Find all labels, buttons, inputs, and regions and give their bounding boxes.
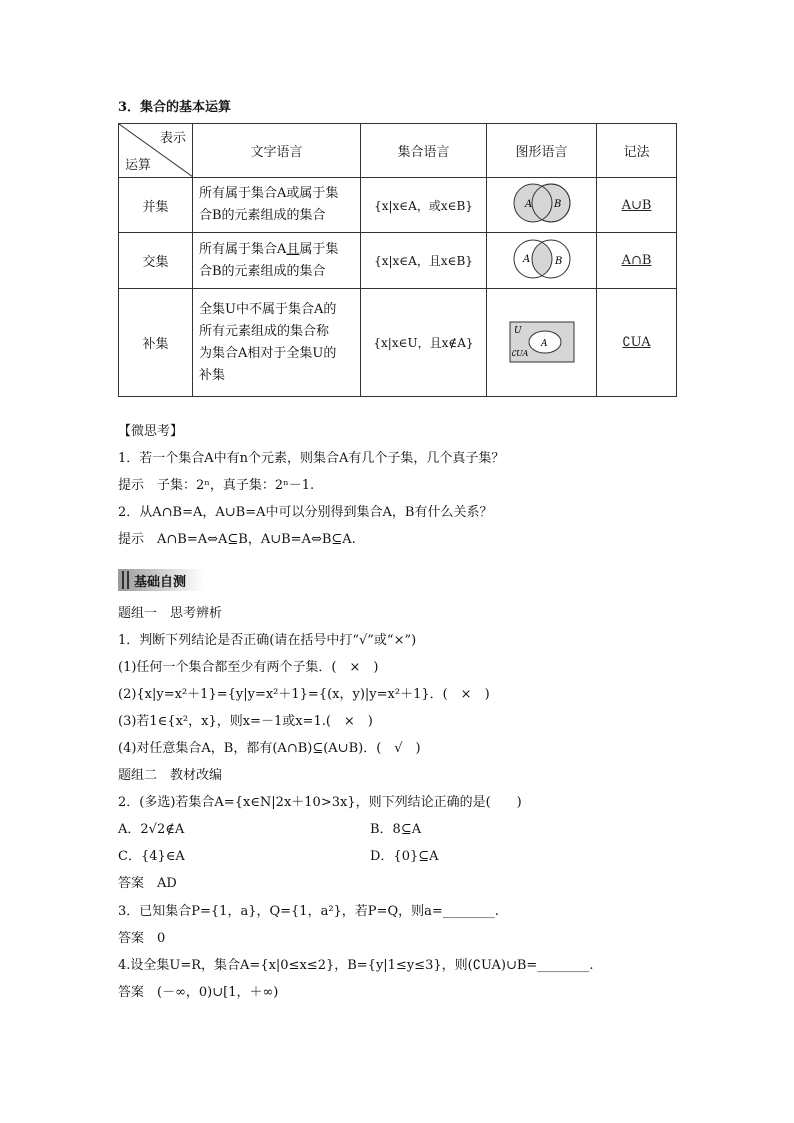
text-line: 全集U中不属于集合A的 (199, 301, 337, 317)
group1-item-3: (3)若1∈{x²，x}，则x=－1或x=1.( × ) (118, 714, 373, 729)
table-row-intersection (119, 233, 677, 289)
group1-item-1: (1)任何一个集合都至少有两个子集．( × ) (118, 660, 379, 675)
table-row-union (119, 178, 677, 233)
header-set-language: 集合语言 (361, 124, 487, 178)
venn-complement-cell (487, 289, 597, 397)
text-emphasis: 且 (286, 241, 300, 257)
text-language-cell (193, 233, 361, 289)
badge-bar (122, 571, 124, 589)
set-operations-table (118, 123, 677, 397)
micro-think-title: 【微思考】 (118, 424, 184, 439)
set-language-cell: {x|x∈A，或x∈B} (361, 178, 487, 233)
set-language-cell: {x|x∈A，且x∈B} (361, 233, 487, 289)
option-a: A．2√2∉A (118, 822, 185, 837)
section-badge (118, 569, 204, 591)
text-language-cell (193, 178, 361, 233)
venn-label-a: A (540, 338, 547, 349)
notation-cell (597, 233, 677, 289)
question-4: 4.设全集U=R，集合A={x|0≤x≤2}，B={y|1≤y≤3}，则(∁UA)∪B=________. (118, 958, 594, 973)
question-3: 3．已知集合P={1，a}，Q={1，a²}，若P=Q，则a=________. (118, 904, 499, 919)
venn-label-b: B (553, 199, 561, 210)
micro-question-1: 1．若一个集合A中有n个元素，则集合A有几个子集，几个真子集？ (118, 451, 505, 466)
text-language-cell (193, 289, 361, 397)
venn-intersection-cell (487, 233, 597, 289)
answer-4: 答案 (－∞，0)∪[1，＋∞) (118, 985, 279, 1000)
section-title: 3．集合的基本运算 (118, 100, 232, 115)
answer-2: 答案 AD (118, 876, 177, 891)
group1-question: 1．判断下列结论是否正确(请在括号中打“√”或“×”) (118, 633, 417, 648)
venn-label-a: A (522, 253, 530, 265)
set-language-cell: {x|x∈U，且x∉A} (361, 289, 487, 397)
option-b: B．8⊆A (370, 822, 422, 837)
option-d: D．{0}⊆A (370, 849, 439, 864)
venn-label-a: A (524, 199, 532, 210)
group1-title: 题组一 思考辨析 (118, 606, 223, 621)
text-line: 所有属于集合A或属于集 (199, 186, 339, 201)
question-2: 2．(多选)若集合A={x∈N|2x＋10>3x}，则下列结论正确的是( ) (118, 795, 522, 810)
row-name: 交集 (119, 233, 193, 289)
notation-intersection: A∩B (621, 253, 652, 268)
venn-union-diagram (497, 178, 587, 228)
group1-item-2: (2){x|y=x²＋1}={y|y=x²＋1}={(x，y)|y=x²＋1}．( × ) (118, 687, 490, 702)
text-line: 合B的元素组成的集合 (199, 208, 326, 223)
text-line: 所有元素组成的集合称 (199, 323, 330, 339)
header-graphic-language: 图形语言 (487, 124, 597, 178)
notation-complement: ∁UA (622, 335, 651, 350)
micro-answer-2: 提示 A∩B=A⇔A⊆B，A∪B=A⇔B⊆A. (118, 532, 356, 547)
text-line: 合B的元素组成的集合 (199, 263, 326, 279)
answer-3: 答案 0 (118, 931, 166, 946)
row-name: 并集 (119, 178, 193, 233)
notation-cell (597, 289, 677, 397)
venn-union-cell (487, 178, 597, 233)
micro-answer-1: 提示 子集：2ⁿ，真子集：2ⁿ－1. (118, 478, 315, 493)
diagonal-header-cell (119, 124, 193, 178)
venn-label-complement: ∁UA (510, 348, 528, 358)
micro-question-2: 2．从A∩B=A，A∪B=A中可以分别得到集合A，B有什么关系？ (118, 505, 493, 520)
badge-label: 基础自测 (134, 575, 187, 590)
venn-label-u: U (513, 325, 522, 336)
table-header-row (119, 124, 677, 178)
text-line: 补集 (199, 367, 226, 383)
venn-label-b: B (554, 255, 562, 267)
text-line (199, 239, 354, 261)
option-c: C．{4}∈A (118, 849, 185, 864)
table-row-complement (119, 289, 677, 397)
notation-cell (597, 178, 677, 233)
venn-intersection-diagram (497, 234, 587, 284)
header-operation: 运算 (125, 158, 152, 173)
text-line: 为集合A相对于全集U的 (199, 345, 337, 361)
venn-complement-diagram (497, 311, 587, 371)
notation-union: A∪B (621, 197, 652, 213)
header-text-language: 文字语言 (193, 124, 361, 178)
group1-item-4: (4)对任意集合A，B，都有(A∩B)⊆(A∪B)．( √ ) (118, 741, 421, 756)
header-notation: 记法 (597, 124, 677, 178)
badge-bar (127, 571, 129, 589)
text-part: 属于集 (299, 241, 339, 257)
row-name: 补集 (119, 289, 193, 397)
header-represent: 表示 (159, 131, 186, 146)
text-part: 所有属于集合A (199, 241, 287, 257)
group2-title: 题组二 教材改编 (118, 768, 223, 783)
